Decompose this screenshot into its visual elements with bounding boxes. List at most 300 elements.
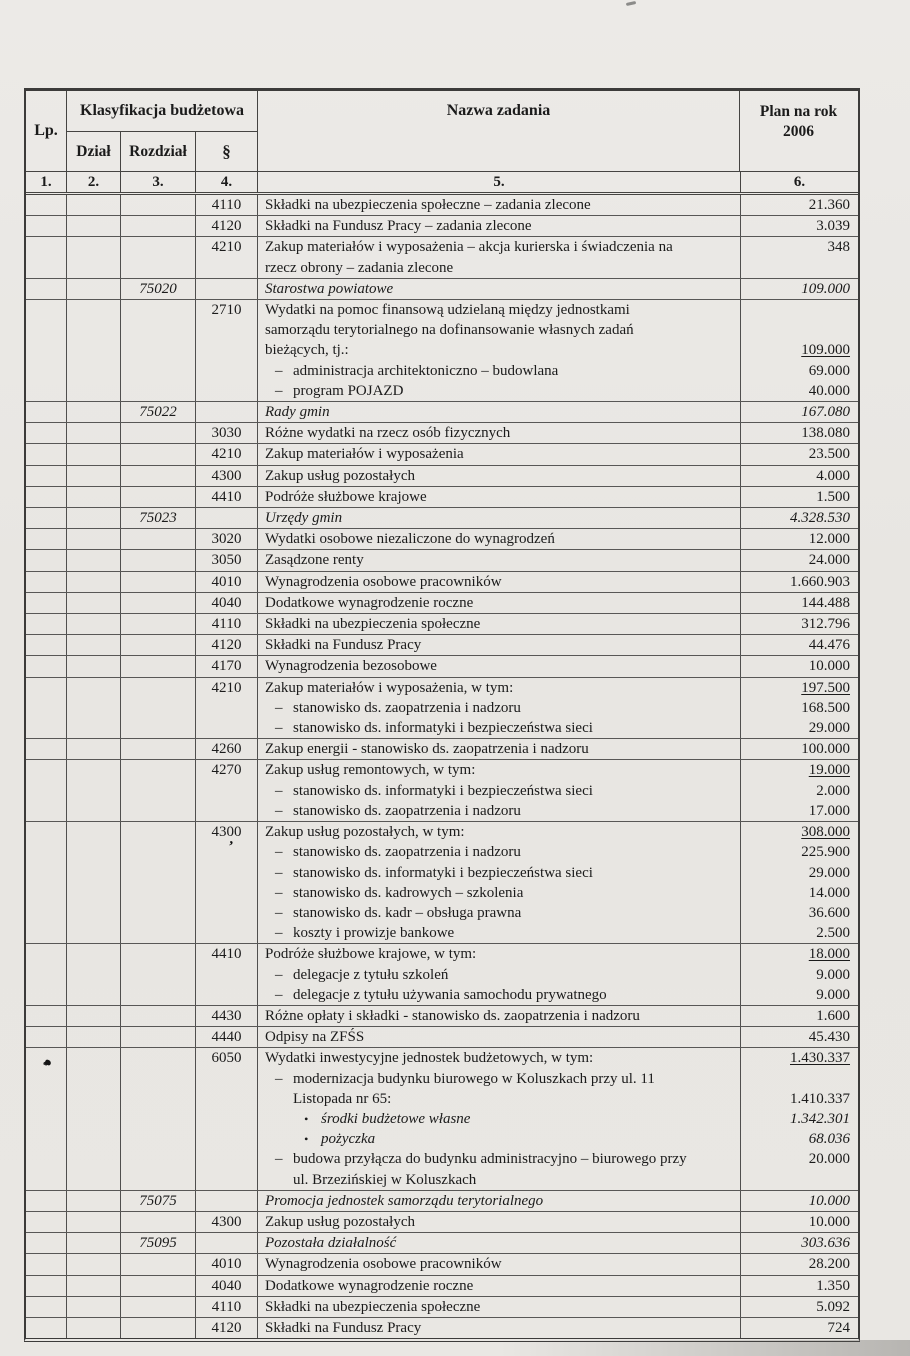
cell-roz (121, 1191, 196, 1211)
row-content (258, 1297, 858, 1317)
row-content (258, 195, 858, 215)
paragraph-code (67, 1254, 120, 1255)
row-line (258, 402, 858, 422)
table-row (26, 1006, 858, 1027)
rozdzial-code (121, 423, 195, 424)
paragraph-code (67, 944, 120, 945)
cell-dzial (67, 279, 121, 299)
table-row (26, 1027, 858, 1048)
plan-value: 225.900 (740, 842, 857, 862)
cell-par (196, 1233, 258, 1253)
paragraph-code (26, 300, 66, 301)
paragraph-code: 4410 (211, 946, 242, 963)
plan-value: 312.796 (740, 614, 857, 634)
table-row (26, 216, 858, 237)
plan-value: 10.000 (740, 1191, 857, 1211)
table-row (26, 1318, 858, 1338)
col-num-6: 6. (793, 174, 806, 190)
task-text: Urzędy gmin (265, 510, 343, 527)
row-line (258, 487, 858, 507)
header-klasyfikacja-title: Klasyfikacja budżetowa (67, 91, 257, 132)
row-content (258, 656, 858, 676)
task-text: – stanowisko ds. zaopatrzenia i nadzoru (258, 801, 740, 821)
cell-dzial (67, 1048, 121, 1189)
paragraph-code (26, 1297, 66, 1298)
cell-lp (26, 1212, 67, 1232)
cell-dzial (67, 1212, 121, 1232)
cell-dzial (67, 466, 121, 486)
task-text: – stanowisko ds. informatyki i bezpieczeństwa sieci (258, 863, 740, 883)
row-line (258, 1191, 858, 1211)
plan-value: 23.500 (740, 444, 857, 464)
paragraph-code (67, 402, 120, 403)
row-content (258, 1027, 858, 1047)
paragraph-code (67, 739, 120, 740)
paragraph-code: 4210 (211, 239, 242, 256)
row-line (258, 466, 858, 486)
plan-value: 17.000 (740, 801, 857, 821)
cell-lp (26, 593, 67, 613)
cell-par (196, 1027, 258, 1047)
cell-roz (121, 1276, 196, 1296)
row-line (258, 550, 858, 570)
row-line (258, 698, 858, 718)
paragraph-code (67, 822, 120, 823)
rozdzial-code (121, 487, 195, 488)
plan-value: 10.000 (740, 656, 857, 676)
dash-marker: – (275, 925, 283, 942)
paragraph-code: 4270 (211, 762, 242, 779)
table-header (26, 91, 858, 172)
cell-roz (121, 822, 196, 943)
row-line (258, 237, 858, 257)
row-line (258, 1069, 858, 1089)
task-text: – stanowisko ds. zaopatrzenia i nadzoru (258, 842, 740, 862)
task-text: Składki na ubezpieczenia społeczne (265, 1298, 481, 1315)
plan-value: 10.000 (740, 1212, 857, 1232)
task-text: ul. Brzezińskiej w Koluszkach (293, 1171, 477, 1188)
table-row (26, 572, 858, 593)
dash-marker: – (275, 382, 283, 399)
rozdzial-code (121, 1048, 195, 1049)
paragraph-code (26, 550, 66, 551)
cell-lp (26, 760, 67, 821)
cell-par (196, 423, 258, 443)
task-text: – delegacje z tytułu szkoleń (258, 965, 740, 985)
row-line (258, 985, 858, 1005)
plan-value: 109.000 (740, 340, 857, 360)
cell-roz (121, 444, 196, 464)
paragraph-code (67, 614, 120, 615)
paragraph-code: 4300 (211, 1213, 242, 1230)
cell-lp (26, 678, 67, 739)
col-num-4: 4. (196, 172, 258, 192)
cell-dzial (67, 1027, 121, 1047)
cell-dzial (67, 944, 121, 1005)
plan-value: 1.350 (740, 1276, 857, 1296)
dash-marker: – (275, 904, 283, 921)
budget-table (24, 88, 860, 1342)
plan-value: 24.000 (740, 550, 857, 570)
cell-par (196, 572, 258, 592)
paragraph-code (26, 593, 66, 594)
cell-roz (121, 508, 196, 528)
scan-artifact-top (626, 1, 636, 6)
paragraph-code (67, 237, 120, 238)
plan-value: 4.000 (740, 466, 857, 486)
plan-value: 168.500 (740, 698, 857, 718)
task-text: Zakup usług pozostałych (265, 1213, 415, 1230)
rozdzial-code (121, 444, 195, 445)
cell-lp (26, 944, 67, 1005)
rozdzial-code: 75020 (139, 280, 177, 297)
row-line (258, 361, 858, 381)
task-text: – budowa przyłącza do budynku administracyjno – biurowego przy (258, 1149, 740, 1169)
paragraph-code (67, 487, 120, 488)
plan-value: 45.430 (740, 1027, 857, 1047)
paragraph-code: 4010 (211, 573, 242, 590)
paragraph-code: 3030 (211, 425, 242, 442)
cell-roz (121, 1212, 196, 1232)
task-text: Zakup materiałów i wyposażenia – akcja kurierska i świadczenia na (265, 239, 673, 256)
paragraph-code (67, 300, 120, 301)
table-row (26, 402, 858, 423)
paragraph-code (26, 279, 66, 280)
cell-dzial (67, 739, 121, 759)
task-text: Wydatki na pomoc finansową udzielaną między jednostkami (265, 302, 630, 319)
row-line (258, 1297, 858, 1317)
row-line (258, 923, 858, 943)
paragraph-code: 4440 (211, 1029, 242, 1046)
dash-marker: – (275, 699, 283, 716)
paragraph-code (67, 279, 120, 280)
plan-value: 167.080 (740, 402, 857, 422)
paragraph-code: 4040 (211, 594, 242, 611)
rozdzial-code (121, 1027, 195, 1028)
cell-lp (26, 1318, 67, 1338)
row-line (258, 572, 858, 592)
row-line (258, 739, 858, 759)
cell-lp (26, 300, 67, 401)
row-line (258, 944, 858, 964)
plan-value: 197.500 (740, 678, 857, 698)
dash-marker: – (275, 1070, 283, 1087)
paragraph-code (26, 1233, 66, 1234)
table-row (26, 195, 858, 216)
row-line (258, 678, 858, 698)
row-content (258, 487, 858, 507)
row-line (258, 195, 858, 215)
cell-roz (121, 237, 196, 277)
cell-par (196, 1006, 258, 1026)
paragraph-code: 2710 (211, 302, 242, 319)
rozdzial-code (121, 1297, 195, 1298)
paragraph-code (67, 593, 120, 594)
table-row (26, 593, 858, 614)
cell-dzial (67, 216, 121, 236)
row-line (258, 718, 858, 738)
task-text: Zakup usług remontowych, w tym: (265, 762, 476, 779)
rozdzial-code (121, 822, 195, 823)
rozdzial-code: 75075 (139, 1192, 177, 1209)
paragraph-code (67, 760, 120, 761)
cell-dzial (67, 1276, 121, 1296)
paragraph-code (26, 739, 66, 740)
paragraph-code (26, 635, 66, 636)
cell-roz (121, 760, 196, 821)
cell-roz (121, 1048, 196, 1189)
paragraph-code (26, 1048, 66, 1049)
plan-value: 303.636 (740, 1233, 857, 1253)
cell-roz (121, 944, 196, 1005)
task-text: Odpisy na ZFŚS (265, 1029, 365, 1046)
row-content (258, 614, 858, 634)
dash-marker: – (275, 884, 283, 901)
table-row (26, 1191, 858, 1212)
plan-value: 14.000 (740, 883, 857, 903)
cell-roz (121, 216, 196, 236)
rozdzial-code (121, 466, 195, 467)
paragraph-code (26, 237, 66, 238)
task-text: Składki na ubezpieczenia społeczne – zadania zlecone (265, 197, 591, 213)
row-line (258, 508, 858, 528)
rozdzial-code (121, 550, 195, 551)
paragraph-code: 6050 (211, 1050, 242, 1067)
row-content (258, 572, 858, 592)
cell-par (196, 822, 258, 943)
task-text: • pożyczka (258, 1129, 740, 1149)
cell-lp (26, 466, 67, 486)
plan-value: 1.430.337 (740, 1048, 857, 1068)
task-text: Wynagrodzenia osobowe pracowników (265, 1256, 502, 1273)
row-line (258, 1089, 858, 1109)
row-line (258, 863, 858, 883)
plan-value (740, 300, 857, 320)
header-rozdzial: Rozdział (121, 132, 196, 171)
cell-roz (121, 1254, 196, 1274)
paragraph-code (26, 1027, 66, 1028)
dash-marker: – (275, 1151, 283, 1168)
cell-dzial (67, 529, 121, 549)
task-text: Wydatki inwestycyjne jednostek budżetowych, w tym: (265, 1050, 594, 1067)
dash-marker: – (275, 966, 283, 983)
rozdzial-code (121, 572, 195, 573)
task-text: – modernizacja budynku biurowego w Koluszkach przy ul. 11 (258, 1069, 740, 1089)
task-text: bieżących, tj.: (265, 342, 349, 359)
paragraph-code (67, 216, 120, 217)
row-line (258, 423, 858, 443)
cell-lp (26, 739, 67, 759)
plan-value (740, 1170, 857, 1190)
row-line (258, 1318, 858, 1338)
rozdzial-code (121, 593, 195, 594)
cell-lp (26, 656, 67, 676)
paragraph-code (26, 822, 66, 823)
paragraph-code (196, 508, 257, 509)
cell-roz (121, 279, 196, 299)
rozdzial-code: 75023 (139, 510, 177, 527)
paragraph-code: 4120 (211, 218, 242, 235)
cell-roz (121, 572, 196, 592)
row-line (258, 1212, 858, 1232)
rozdzial-code (121, 656, 195, 657)
plan-value: 29.000 (740, 863, 857, 883)
row-line (258, 781, 858, 801)
row-line (258, 320, 858, 340)
plan-value: 29.000 (740, 718, 857, 738)
cell-lp (26, 487, 67, 507)
task-text: Składki na Fundusz Pracy – zadania zlecone (265, 218, 532, 235)
paragraph-code (67, 508, 120, 509)
task-text: Składki na Fundusz Pracy (265, 637, 422, 654)
header-plan-line1: Plan na rok (759, 103, 838, 120)
header-klasyfikacja-subrow (67, 132, 257, 171)
dash-marker: – (275, 864, 283, 881)
rozdzial-code (121, 739, 195, 740)
row-content (258, 822, 858, 943)
row-content (258, 423, 858, 443)
cell-par (196, 739, 258, 759)
cell-roz (121, 529, 196, 549)
row-content (258, 216, 858, 236)
bullet-marker: • (304, 1132, 309, 1147)
cell-lp (26, 508, 67, 528)
task-text: Promocja jednostek samorządu terytorialnego (265, 1192, 544, 1209)
plan-value: 9.000 (740, 985, 857, 1005)
paragraph-code: 4300 (211, 467, 242, 484)
cell-dzial (67, 300, 121, 401)
row-line (258, 340, 858, 360)
cell-dzial (67, 678, 121, 739)
plan-value: 44.476 (740, 635, 857, 655)
cell-dzial (67, 1233, 121, 1253)
paragraph-code: 4210 (211, 446, 242, 463)
cell-par (196, 237, 258, 277)
cell-lp (26, 279, 67, 299)
plan-value (740, 258, 857, 278)
paragraph-code: 4210 (211, 679, 242, 696)
cell-lp (26, 1006, 67, 1026)
paragraph-code (26, 614, 66, 615)
paragraph-code: 4120 (211, 637, 242, 654)
pen-tick-artifact: ’ (226, 838, 235, 856)
paragraph-code (67, 572, 120, 573)
dash-marker: – (275, 720, 283, 737)
plan-value: 1.410.337 (740, 1089, 857, 1109)
table-row (26, 487, 858, 508)
cell-par (196, 216, 258, 236)
paragraph-code (26, 1318, 66, 1319)
paragraph-code (67, 1191, 120, 1192)
paragraph-code: 4260 (211, 741, 242, 758)
cell-dzial (67, 237, 121, 277)
rozdzial-code (121, 1212, 195, 1213)
task-text: Wydatki osobowe niezaliczone do wynagrodzeń (265, 531, 555, 548)
paragraph-code (26, 195, 66, 196)
plan-value: 308.000 (740, 822, 857, 842)
cell-par (196, 760, 258, 821)
table-row (26, 944, 858, 1006)
paragraph-code (67, 1006, 120, 1007)
header-plan-year: 2006 (783, 123, 814, 140)
cell-dzial (67, 1191, 121, 1211)
cell-dzial (67, 822, 121, 943)
table-row (26, 1254, 858, 1275)
plan-value: 68.036 (740, 1129, 857, 1149)
row-content (258, 1191, 858, 1211)
cell-par (196, 1276, 258, 1296)
cell-roz (121, 550, 196, 570)
cell-par (196, 195, 258, 215)
plan-value: 19.000 (740, 760, 857, 780)
row-content (258, 444, 858, 464)
task-text: – program POJAZD (258, 381, 740, 401)
table-row (26, 760, 858, 822)
task-text: Różne wydatki na rzecz osób fizycznych (265, 425, 511, 442)
task-text: Zasądzone renty (265, 552, 364, 569)
row-line (258, 883, 858, 903)
paragraph-code (67, 1212, 120, 1213)
row-line (258, 842, 858, 862)
cell-roz (121, 1006, 196, 1026)
cell-dzial (67, 635, 121, 655)
rozdzial-code (121, 614, 195, 615)
cell-dzial (67, 195, 121, 215)
plan-value: 12.000 (740, 529, 857, 549)
plan-value: 3.039 (740, 216, 857, 236)
cell-roz (121, 635, 196, 655)
row-line (258, 635, 858, 655)
rozdzial-code (121, 760, 195, 761)
paragraph-code (26, 1276, 66, 1277)
rozdzial-code (121, 944, 195, 945)
cell-dzial (67, 550, 121, 570)
rozdzial-code: 75095 (139, 1235, 177, 1252)
cell-par (196, 402, 258, 422)
cell-par (196, 466, 258, 486)
task-text: Składki na Fundusz Pracy (265, 1319, 422, 1336)
cell-roz (121, 593, 196, 613)
cell-roz (121, 466, 196, 486)
paragraph-code (26, 402, 66, 403)
cell-dzial (67, 1254, 121, 1274)
rozdzial-code (121, 635, 195, 636)
row-line (258, 381, 858, 401)
task-text: Wynagrodzenia osobowe pracowników (265, 573, 502, 590)
paragraph-code: 4170 (211, 658, 242, 675)
header-dzial: Dział (67, 132, 121, 171)
cell-par (196, 1297, 258, 1317)
paragraph-code (67, 635, 120, 636)
paragraph-code (26, 1006, 66, 1007)
cell-par (196, 1048, 258, 1189)
row-line (258, 279, 858, 299)
task-text: Różne opłaty i składki - stanowisko ds. zaopatrzenia i nadzoru (265, 1007, 640, 1024)
task-text: Starostwa powiatowe (265, 280, 394, 297)
cell-lp (26, 1048, 67, 1189)
cell-lp (26, 822, 67, 943)
task-text: – stanowisko ds. kadr – obsługa prawna (258, 903, 740, 923)
cell-par (196, 444, 258, 464)
table-row (26, 1297, 858, 1318)
paragraph-code (26, 1212, 66, 1213)
plan-value: 144.488 (740, 593, 857, 613)
cell-lp (26, 444, 67, 464)
dash-marker: – (275, 802, 283, 819)
cell-par (196, 635, 258, 655)
row-line (258, 1129, 858, 1149)
plan-value: 1.660.903 (740, 572, 857, 592)
